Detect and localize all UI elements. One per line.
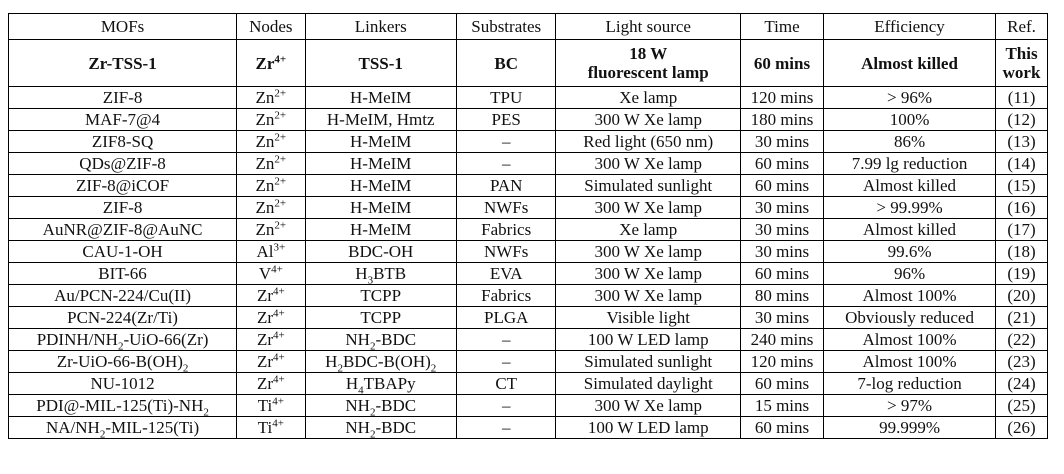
node-charge: 2+	[274, 197, 287, 210]
cell-node	[237, 395, 305, 417]
node-charge: 3+	[273, 241, 286, 254]
linker-text: -BDC	[375, 330, 417, 349]
node-charge: 4+	[272, 417, 284, 430]
cell-linker	[305, 153, 456, 175]
cell-light-source: 300 W Xe lamp	[556, 153, 741, 175]
cell-mof	[9, 285, 237, 307]
cell-mof	[9, 395, 237, 417]
mof-text: QDs@ZIF-8	[79, 154, 166, 173]
table-row	[9, 131, 1048, 153]
cell-mof	[9, 109, 237, 131]
cell-linker	[305, 263, 456, 285]
cell-linker	[305, 329, 456, 351]
cell-node	[237, 219, 305, 241]
cell-time: 60 mins	[741, 175, 824, 197]
cell-efficiency: Almost 100%	[823, 285, 995, 307]
cell-node	[237, 329, 305, 351]
cell-mof	[9, 307, 237, 329]
cell-time: 30 mins	[741, 197, 824, 219]
cell-substrate: –	[456, 351, 556, 373]
mof-text: PDI@-MIL-125(Ti)-NH	[36, 396, 204, 415]
cell-light-source: Xe lamp	[556, 87, 741, 109]
linker-text: TCPP	[360, 308, 402, 327]
cell-efficiency: 7-log reduction	[823, 373, 995, 395]
cell-substrate: Fabrics	[456, 219, 556, 241]
node-element: Zn	[255, 110, 275, 129]
cell-ref: (22)	[996, 329, 1048, 351]
cell-ref: (14)	[996, 153, 1048, 175]
node-element: Al	[256, 242, 274, 261]
cell-efficiency: 86%	[823, 131, 995, 153]
node-element: V	[258, 264, 272, 283]
cell-linker	[305, 395, 456, 417]
linker-text: NH	[345, 418, 370, 437]
cell-light-source: 100 W LED lamp	[556, 417, 741, 439]
cell-linker	[305, 109, 456, 131]
cell-substrate: –	[456, 153, 556, 175]
cell-node	[237, 175, 305, 197]
table-row	[9, 219, 1048, 241]
cell-efficiency: 99.6%	[823, 241, 995, 263]
node-charge: 4+	[272, 373, 285, 386]
cell-efficiency: Almost 100%	[823, 351, 995, 373]
cell-substrate: PES	[456, 109, 556, 131]
cell-light-source: 300 W Xe lamp	[556, 197, 741, 219]
mof-comparison-table	[8, 13, 1048, 439]
node-element: Zn	[255, 88, 275, 107]
node-element: Zn	[255, 220, 275, 239]
linker-text: H	[345, 374, 359, 393]
cell-light-source: Simulated sunlight	[556, 351, 741, 373]
cell-efficiency: > 99.99%	[823, 197, 995, 219]
cell-mof	[9, 417, 237, 439]
linker-text: NH	[345, 396, 370, 415]
cell-efficiency: Obviously reduced	[823, 307, 995, 329]
linker-text: -BDC	[375, 396, 417, 415]
mof-subscript: 2	[117, 340, 124, 351]
linker-subscript: 3	[367, 274, 374, 285]
cell-substrate: –	[456, 395, 556, 417]
table-row	[9, 153, 1048, 175]
cell-linker	[305, 373, 456, 395]
node-charge: 4+	[272, 351, 285, 364]
header-efficiency: Efficiency	[823, 14, 995, 40]
cell-time: 180 mins	[741, 109, 824, 131]
cell-node	[237, 351, 305, 373]
header-substrates: Substrates	[456, 14, 556, 40]
mof-text: -MIL-125(Ti)	[105, 418, 200, 437]
header-ref: Ref.	[996, 14, 1048, 40]
cell-light-source: 300 W Xe lamp	[556, 263, 741, 285]
linker-text: H-MeIM	[350, 132, 412, 151]
mof-text: NU-1012	[90, 374, 155, 393]
cell-linker	[305, 417, 456, 439]
cell-substrate: TPU	[456, 87, 556, 109]
cell-efficiency: > 96%	[823, 87, 995, 109]
cell-ref: (13)	[996, 131, 1048, 153]
cell-linker	[305, 307, 456, 329]
this-work-row	[9, 40, 1048, 87]
cell-efficiency: 100%	[823, 109, 995, 131]
cell-mof	[9, 87, 237, 109]
linker-text: BTB	[373, 264, 407, 283]
cell-node	[237, 263, 305, 285]
cell-node	[237, 197, 305, 219]
table-container	[8, 13, 1048, 439]
cell-efficiency: > 97%	[823, 395, 995, 417]
cell-substrate: –	[456, 417, 556, 439]
cell-linker	[305, 87, 456, 109]
linker-text: H-MeIM	[350, 88, 412, 107]
table-row	[9, 197, 1048, 219]
node-charge: 4+	[272, 307, 285, 320]
linker-text: H-MeIM, Hmtz	[326, 110, 435, 129]
cell-light-source	[556, 40, 741, 87]
cell-node	[237, 373, 305, 395]
cell-substrate: –	[456, 131, 556, 153]
cell-efficiency: Almost killed	[823, 175, 995, 197]
cell-time: 240 mins	[741, 329, 824, 351]
linker-text: H	[325, 352, 338, 371]
cell-efficiency: Almost 100%	[823, 329, 995, 351]
cell-mof	[9, 351, 237, 373]
node-element: Zn	[255, 132, 275, 151]
mof-text: PCN-224(Zr/Ti)	[67, 308, 178, 327]
cell-time: 30 mins	[741, 241, 824, 263]
header-linkers: Linkers	[305, 14, 456, 40]
cell-mof	[9, 241, 237, 263]
cell-node	[237, 131, 305, 153]
mof-subscript: 2	[203, 406, 209, 417]
cell-ref: (12)	[996, 109, 1048, 131]
light-line-2: fluorescent lamp	[587, 63, 709, 82]
cell-ref: (11)	[996, 87, 1048, 109]
table-row	[9, 417, 1048, 439]
mof-text: ZIF8-SQ	[91, 132, 154, 151]
cell-mof	[9, 329, 237, 351]
linker-subscript: 2	[369, 340, 376, 351]
cell-efficiency: 99.999%	[823, 417, 995, 439]
cell-node	[237, 285, 305, 307]
cell-substrate: PLGA	[456, 307, 556, 329]
linker-text: BDC-B(OH)	[342, 352, 431, 371]
cell-ref: (18)	[996, 241, 1048, 263]
node-charge: 4+	[272, 329, 285, 342]
cell-ref: (24)	[996, 373, 1048, 395]
cell-ref: (20)	[996, 285, 1048, 307]
mof-text: NA/NH	[45, 418, 100, 437]
node-element: Zr	[256, 286, 273, 305]
node-element: Ti	[257, 396, 273, 415]
cell-mof	[9, 131, 237, 153]
cell-ref: (19)	[996, 263, 1048, 285]
cell-substrate: EVA	[456, 263, 556, 285]
cell-node	[237, 153, 305, 175]
linker-text: H-MeIM	[350, 176, 412, 195]
linker-text: BDC-OH	[348, 242, 414, 261]
mof-subscript: 2	[99, 428, 106, 439]
cell-time: 120 mins	[741, 87, 824, 109]
linker-text: -BDC	[375, 418, 417, 437]
cell-substrate: –	[456, 329, 556, 351]
table-row	[9, 395, 1048, 417]
cell-mof: Zr-TSS-1	[9, 40, 237, 87]
cell-linker	[305, 197, 456, 219]
cell-time: 15 mins	[741, 395, 824, 417]
table-row	[9, 351, 1048, 373]
cell-substrate: NWFs	[456, 197, 556, 219]
cell-ref: (26)	[996, 417, 1048, 439]
cell-light-source: Xe lamp	[556, 219, 741, 241]
cell-efficiency: Almost killed	[823, 40, 995, 87]
cell-linker: TSS-1	[305, 40, 456, 87]
node-charge: 4+	[274, 52, 287, 65]
cell-time: 30 mins	[741, 131, 824, 153]
cell-linker	[305, 241, 456, 263]
mof-text: PDINH/NH	[36, 330, 118, 349]
light-line-1: 18 W	[629, 44, 668, 63]
cell-ref: (17)	[996, 219, 1048, 241]
table-row	[9, 241, 1048, 263]
table-row	[9, 87, 1048, 109]
cell-linker	[305, 219, 456, 241]
linker-subscript: 4	[358, 384, 364, 395]
header-light-source: Light source	[556, 14, 741, 40]
cell-mof	[9, 197, 237, 219]
cell-light-source: 300 W Xe lamp	[556, 285, 741, 307]
node-element: Zn	[255, 176, 275, 195]
header-time: Time	[741, 14, 824, 40]
cell-ref	[996, 40, 1048, 87]
cell-time: 30 mins	[741, 307, 824, 329]
node-charge: 4+	[271, 263, 283, 276]
linker-subscript: 2	[369, 406, 376, 417]
mof-text: Zr-UiO-66-B(OH)	[56, 352, 183, 371]
cell-node	[237, 241, 305, 263]
node-element: Zr	[256, 374, 273, 393]
cell-node	[237, 417, 305, 439]
cell-linker	[305, 131, 456, 153]
cell-ref: (21)	[996, 307, 1048, 329]
cell-light-source: Red light (650 nm)	[556, 131, 741, 153]
node-element: Zn	[255, 154, 275, 173]
cell-efficiency: 7.99 lg reduction	[823, 153, 995, 175]
cell-mof	[9, 219, 237, 241]
node-element: Zr	[256, 330, 273, 349]
cell-time: 60 mins	[741, 153, 824, 175]
table-row	[9, 307, 1048, 329]
cell-time: 60 mins	[741, 373, 824, 395]
table-row	[9, 109, 1048, 131]
cell-substrate: BC	[456, 40, 556, 87]
node-charge: 4+	[272, 395, 284, 408]
cell-ref: (23)	[996, 351, 1048, 373]
node-element: Zr	[256, 308, 273, 327]
cell-node	[237, 40, 305, 87]
node-charge: 2+	[274, 109, 287, 122]
cell-ref: (25)	[996, 395, 1048, 417]
node-element: Zr	[255, 53, 275, 73]
cell-node	[237, 109, 305, 131]
cell-efficiency: 96%	[823, 263, 995, 285]
node-charge: 2+	[274, 131, 287, 144]
mof-text: ZIF-8	[102, 198, 143, 217]
cell-substrate: NWFs	[456, 241, 556, 263]
linker-subscript: 2	[430, 362, 437, 373]
node-charge: 2+	[274, 87, 287, 100]
cell-light-source: 100 W LED lamp	[556, 329, 741, 351]
cell-ref: (15)	[996, 175, 1048, 197]
cell-substrate: Fabrics	[456, 285, 556, 307]
cell-efficiency: Almost killed	[823, 219, 995, 241]
header-nodes: Nodes	[237, 14, 305, 40]
cell-linker	[305, 175, 456, 197]
cell-node	[237, 87, 305, 109]
node-charge: 4+	[272, 285, 285, 298]
header-mofs: MOFs	[9, 14, 237, 40]
mof-text: MAF-7@4	[84, 110, 161, 129]
linker-text: TBAPy	[363, 374, 416, 393]
cell-light-source: 300 W Xe lamp	[556, 241, 741, 263]
mof-text: ZIF-8@iCOF	[75, 176, 170, 195]
linker-subscript: 2	[337, 362, 343, 373]
linker-text: H-MeIM	[350, 220, 412, 239]
node-charge: 2+	[274, 175, 287, 188]
linker-text: H	[355, 264, 368, 283]
table-row	[9, 263, 1048, 285]
node-element: Ti	[257, 418, 273, 437]
mof-text: AuNR@ZIF-8@AuNC	[42, 220, 203, 239]
node-element: Zr	[256, 352, 273, 371]
table-row	[9, 175, 1048, 197]
node-charge: 2+	[274, 153, 287, 166]
header-row	[9, 14, 1048, 40]
table-row	[9, 329, 1048, 351]
cell-linker	[305, 285, 456, 307]
linker-subscript: 2	[369, 428, 376, 439]
mof-text: ZIF-8	[102, 88, 143, 107]
cell-light-source: Simulated daylight	[556, 373, 741, 395]
linker-text: H-MeIM	[350, 198, 412, 217]
cell-light-source: Visible light	[556, 307, 741, 329]
cell-mof	[9, 373, 237, 395]
cell-time: 120 mins	[741, 351, 824, 373]
linker-text: NH	[345, 330, 370, 349]
linker-text: TCPP	[360, 286, 402, 305]
cell-ref: (16)	[996, 197, 1048, 219]
cell-light-source: 300 W Xe lamp	[556, 395, 741, 417]
cell-time: 60 mins	[741, 417, 824, 439]
table-row	[9, 285, 1048, 307]
cell-substrate: CT	[456, 373, 556, 395]
ref-line-2: work	[1002, 63, 1041, 82]
cell-time: 60 mins	[741, 263, 824, 285]
cell-mof	[9, 153, 237, 175]
cell-time: 30 mins	[741, 219, 824, 241]
cell-substrate: PAN	[456, 175, 556, 197]
node-element: Zn	[255, 198, 275, 217]
mof-subscript: 2	[182, 362, 189, 373]
cell-mof	[9, 263, 237, 285]
mof-text: BIT-66	[98, 264, 147, 283]
cell-linker	[305, 351, 456, 373]
cell-light-source: 300 W Xe lamp	[556, 109, 741, 131]
cell-time: 60 mins	[741, 40, 824, 87]
mof-text: CAU-1-OH	[82, 242, 163, 261]
cell-time: 80 mins	[741, 285, 824, 307]
ref-line-1: This	[1005, 44, 1038, 63]
node-charge: 2+	[274, 219, 287, 232]
mof-text: -UiO-66(Zr)	[123, 330, 209, 349]
cell-light-source: Simulated sunlight	[556, 175, 741, 197]
linker-text: H-MeIM	[350, 154, 412, 173]
table-row	[9, 373, 1048, 395]
cell-node	[237, 307, 305, 329]
mof-text: Au/PCN-224/Cu(II)	[54, 286, 192, 305]
cell-mof	[9, 175, 237, 197]
